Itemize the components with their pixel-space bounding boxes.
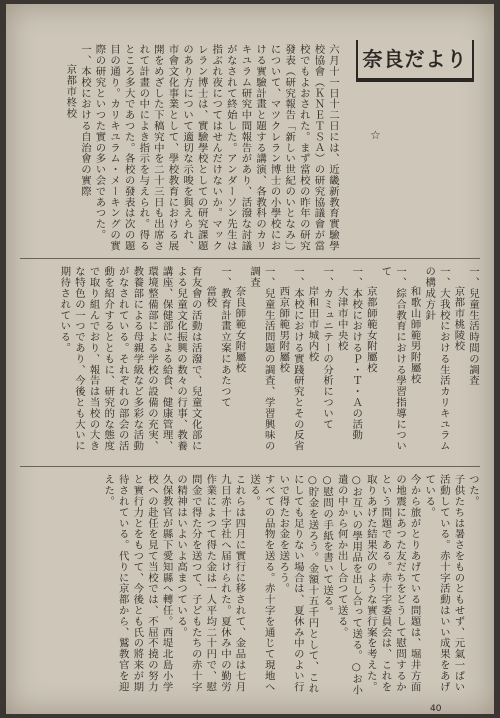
middle-signature: 岸和田市城内校 [306,286,319,363]
lower-paragraph: 久保教官が縣下愛知縣へ轉任。西堤北島小学校への赴任を見て当校では、不屈不撓の努力と實行力とをもつて、今後とも氏の將来が期待されている。代りに京都から、鷲教官を迎えた。 [102,474,173,692]
middle-signature: 大津市中央校 [335,286,348,352]
divider [20,258,480,259]
middle-paragraph: 育友會の活動は活潑で、兒童文化部による兒童文化振興の数々の行事、教養講座、保健部による給食、健康管理、環境整備部による学校の設備の充実、教養部による母親学級など多彩な活動がなされている。それぞれの部会の活動を紹介するとともに、研究的な態度で取り組んでおり、報告は当校の大きな特色の一つであり、今後とも大いに期待されている。 [58,266,202,452]
upper-paragraph: 一、本校における自治會の實際 [78,44,91,197]
middle-signature: 京都市桃陵校 [452,286,465,352]
middle-item: 一、カミュニテーの分析について [321,266,334,430]
magazine-page [6,4,494,714]
lower-paragraph: 子供たちは暑さをものともせず、元氣一ぱい活動している。赤十字活動はいい成果をあげている。 [423,474,465,692]
lower-paragraph: ○お互いの學用品を出し合って送る。○お小遣の中から何か出し合つて送る。 [335,474,363,696]
page-title: 奈良だより [358,40,472,78]
middle-item: 一、本校における實踐研究とその反省 [291,266,304,452]
lower-text-block [22,474,480,696]
lower-paragraph: これらは四月に實行に移されて、金品は七月九日赤十字社へ届けられた。夏休み中の勤労作業によつて得た金は一人平均二十円で、慰問金で得た分を送つて、子どもたちの赤十字の精神はいよいよ高まつている。 [175,474,246,692]
middle-signature: 京都師範女附屬校 [364,286,377,374]
page-number: 40 [430,704,442,714]
upper-signature: 京都市柊校 [64,64,77,119]
middle-item: 一、兒童生活時間の調査 [467,266,479,386]
middle-signature: 當校 [204,286,217,308]
middle-signature: 西京師範男附屬校 [277,286,290,374]
lower-paragraph: ○慰問の手紙を書いて送る。 [321,474,334,618]
lower-paragraph: すべての品物を送る。赤十字を通じて現地へ送る。 [248,474,275,692]
middle-item: 一、大我校における生活カリキユラムの構成方針 [423,266,450,452]
lower-paragraph: 今から旅がとりあげている問題は、堀井方面の地震にあつた友だちをどうして慰問するかという問題である。赤十字委員会は、これを取りあげた結果次のような實行案を考えた。 [364,474,421,692]
middle-item: 一、本校におけるＰ・Ｔ・Ａの活動 [350,266,363,441]
middle-item: 一、兒童生活問題の調査、学習興味の調査 [248,266,275,452]
middle-signature: 和歌山師範男附屬校 [408,286,421,385]
upper-text-block [22,44,340,254]
middle-text-block [22,266,480,462]
lower-paragraph: つた。 [467,474,479,507]
star-ornament: ☆ [370,128,381,142]
lower-paragraph: ○貯金を送ろう。金額十五千円として、これにしても足りない場合は、夏休み中のよい行いで得たお金を送ろう。 [277,474,319,694]
middle-signature: 奈良師範女附屬校 [233,286,246,374]
middle-item: 一、教育計畫立案にあたつて [218,266,231,408]
divider [20,466,480,467]
middle-item: 一、綜合教育における學習指導について [379,266,407,452]
upper-paragraph: 六月十一日十二日には、近畿新教育實驗學校協會（ＫＮＥＴＳＡ）の研究協議會が當校でもよおされた。まず當校の昨年の研究發表（研究報告「新しい世紀のいとなみ」）について、マツクレラン博士の小學校における實驗計畫と題する講演、各教科のカリキユラム研究中間報告があり、活潑な討議がなされて終始した。アンダーソン先生は指ぶれ夜につてはせんだけないか。マックレラン博士は、實驗學校としての研究課題のあり方について適切な示唆を與えられ、市會文化事業として、學校教育における展開をめざした下稿究中を二十三日も出席されて計畫の中によき指示を与えられ。得るところ多大であつた。各校の發表は次の題目の通り。カリキユラム・メーキングの實際の研究といつた實の多い会であつた。 [93,44,339,252]
